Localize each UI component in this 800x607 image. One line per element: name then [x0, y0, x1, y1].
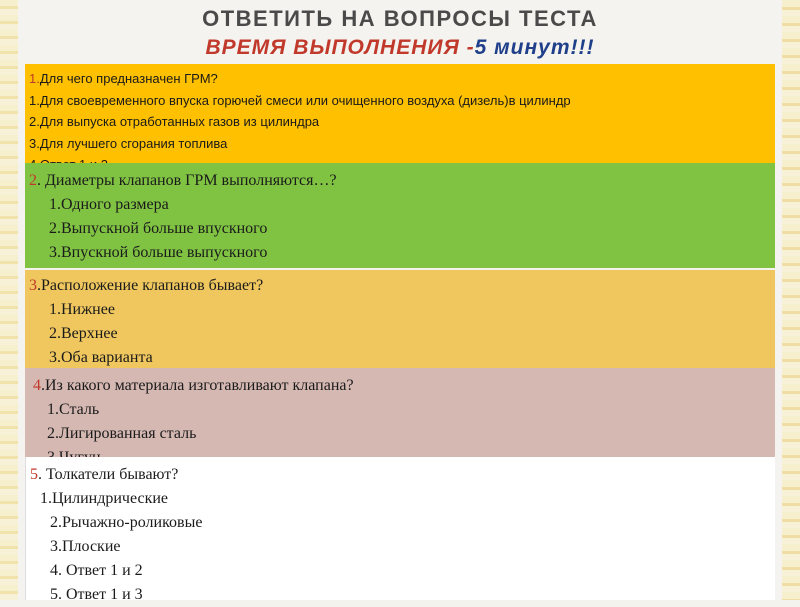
question-5-option-3: 3.Плоские: [50, 538, 121, 555]
question-3-heading: [29, 274, 769, 298]
question-3-option-3: 3.Оба варианта: [49, 349, 153, 366]
question-2-option-2: 2.Выпускной больше впускного: [49, 220, 268, 237]
question-5-option-1: 1.Цилиндрические: [40, 490, 169, 507]
question-3-text: .Расположение клапанов бывает?: [37, 277, 264, 294]
question-4-text: .Из какого материала изготавливают клапана?: [41, 377, 354, 394]
question-4-block: [25, 368, 775, 458]
question-5-text: . Толкатели бывают?: [38, 466, 179, 483]
question-5-option-4: 4. Ответ 1 и 2: [50, 562, 143, 579]
question-5-option-2: 2.Рычажно-роликовые: [50, 514, 203, 531]
question-1-block: [25, 64, 775, 163]
question-1-option-3: 3.Для лучшего сгорания топлива: [29, 135, 228, 151]
question-2-heading: [29, 169, 769, 193]
question-2-block: [25, 163, 775, 268]
question-3-block: [25, 270, 775, 368]
question-3-option-2: 2.Верхнее: [49, 325, 118, 342]
question-4-number: 4: [33, 377, 41, 394]
question-1-text: Для чего предназначен ГРМ?: [39, 71, 218, 86]
question-5-option-5: 5. Ответ 1 и 3: [50, 586, 143, 603]
question-3-option-1: 1.Нижнее: [49, 301, 115, 318]
question-5-block: [25, 457, 775, 603]
question-2-text: . Диаметры клапанов ГРМ выполняются…?: [37, 172, 337, 189]
question-2-number: 2: [29, 172, 37, 189]
question-4-option-2: 2.Лигированная сталь: [47, 425, 197, 442]
question-4-heading: [33, 374, 769, 398]
question-1-option-2: 2.Для выпуска отработанных газов из цилиндра: [29, 114, 320, 129]
question-5-number: 5: [30, 466, 38, 483]
subtitle-time: 5 минут!!!: [474, 36, 595, 59]
question-3-number: 3: [29, 277, 37, 294]
question-5-heading: [30, 463, 769, 487]
subtitle-prefix: ВРЕМЯ ВЫПОЛНЕНИЯ -: [205, 36, 475, 59]
page-title: ОТВЕТИТЬ НА ВОПРОСЫ ТЕСТА: [202, 6, 598, 31]
question-1-heading: [29, 68, 769, 90]
question-4-option-1: 1.Сталь: [47, 401, 100, 418]
page-subtitle: [0, 36, 800, 60]
question-1-number: 1.: [29, 71, 40, 86]
question-2-option-3: 3.Впускной больше выпускного: [49, 244, 268, 261]
question-1-option-1: 1.Для своевременного впуска горючей смеси или очищенного воздуха (дизель)в цилиндр: [29, 92, 571, 108]
question-2-option-1: 1.Одного размера: [49, 196, 169, 213]
